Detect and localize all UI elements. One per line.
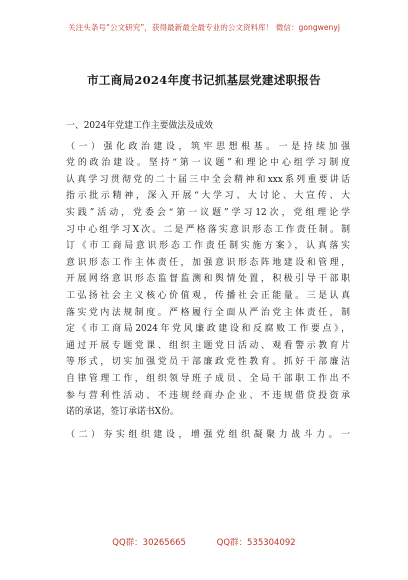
body-line: 开展网络意识形态监督监测和舆情处置，积极引导干部职 <box>66 274 350 285</box>
body-line: 定《市工商局2024年党风廉政建设和反腐败工作要点》， <box>66 324 350 335</box>
document-body <box>66 118 350 443</box>
body-line: 自律管理工作，组织领导班子成员、全局干部职工作出不 <box>66 373 350 384</box>
body-line: 订《市工商局意识形态工作责任制实施方案》，认真落实 <box>66 241 350 252</box>
body-line: 党的政治建设。坚持“第一议题”和理论中心组学习制度 <box>66 158 350 169</box>
body-line: （一）强化政治建设，筑牢思想根基。一是持续加强 <box>66 141 350 152</box>
body-line: 认真学习贯彻党的二十届三中全会精神和xxx系列重要讲话 <box>66 174 350 185</box>
body-line: 实践”活动，党委会“第一议题”学习12次，党组理论学 <box>66 207 350 218</box>
body-line: 工弘扬社会主义核心价值观，传播社会正能量。三是认真 <box>66 290 350 301</box>
promo-banner: 关注头条号“公文研究”，获得最新最全最专业的公文资料库！ 微信：gongwenyj <box>68 23 340 32</box>
body-line: 等形式，切实加强党员干部廉政党性教育。抓好干部廉洁 <box>66 357 350 368</box>
body-line: 落实党内法规制度。严格履行全面从严治党主体责任，制 <box>66 307 350 318</box>
qq-group-1: QQ群：30265665 <box>112 538 186 548</box>
qq-group-2: QQ群：535304092 <box>216 538 296 548</box>
body-line: 指示批示精神，深入开展“大学习、大讨论、大宣传、大 <box>66 191 350 202</box>
body-line: 意识形态工作主体责任，加强意识形态阵地建设和管理， <box>66 257 350 268</box>
body-line: 通过开展专题党课、组织主题党日活动、观看警示教育片 <box>66 340 350 351</box>
body-line: 习中心组学习X次。二是严格落实意识形态工作责任制。制 <box>66 224 350 235</box>
body-line: 诺的承诺，签订承诺书X份。 <box>66 407 179 418</box>
body-line: 参与营利性活动、不违规经商办企业、不违规借贷投资承 <box>66 390 350 401</box>
section-heading: 一、2024年党建工作主要做法及成效 <box>66 121 213 131</box>
document-title: 市工商局2024年度书记抓基层党建述职报告 <box>87 73 321 87</box>
qq-footer <box>0 536 408 548</box>
body-line: （二）夯实组织建设，增强党组织凝聚力战斗力。一 <box>66 429 350 440</box>
